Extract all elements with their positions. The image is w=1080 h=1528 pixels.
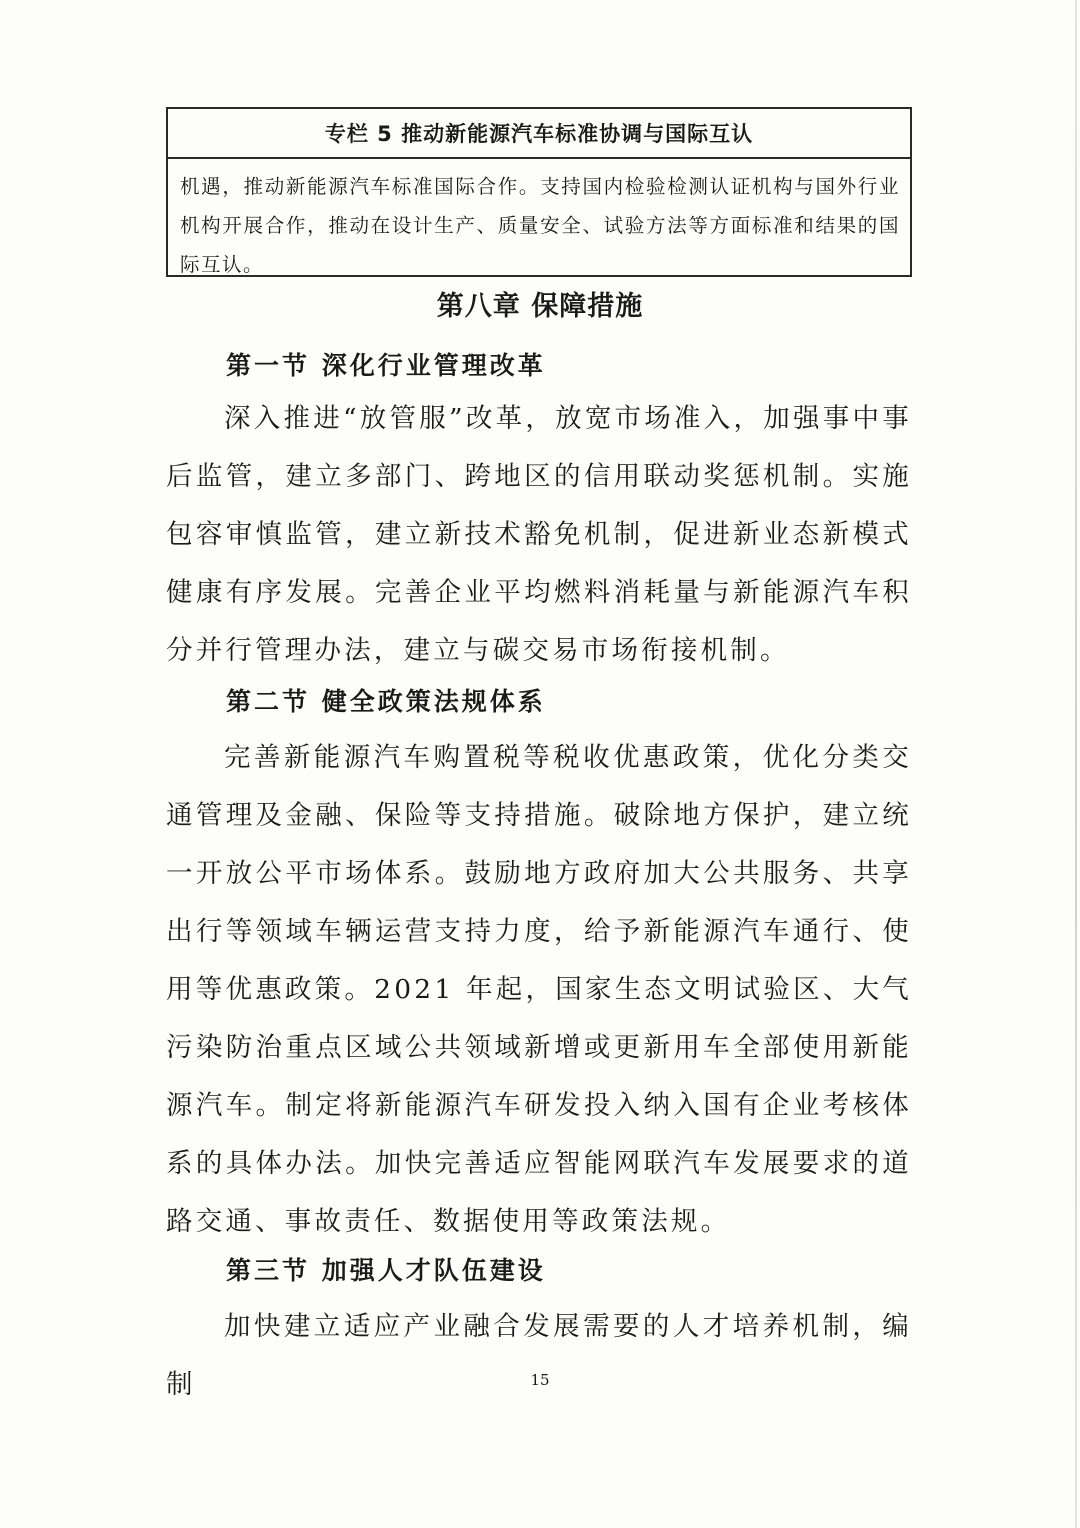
page-number: 15 [530,1371,550,1389]
section-heading-1: 第一节 深化行业管理改革 [226,351,546,380]
page-edge-shadow [1075,0,1077,1528]
sidebar-box-text: 机遇，推动新能源汽车标准国际合作。支持国内检验检测认证机构与国外行业机构开展合作，推动在设计生产、质量安全、试验方法等方面标准和结果的国际互认。 [180,175,900,276]
section-paragraph-3: 加快建立适应产业融合发展需要的人才培养机制，编制 [166,1311,912,1400]
section-paragraph-2: 完善新能源汽车购置税等税收优惠政策，优化分类交通管理及金融、保险等支持措施。破除地方保护，建立统一开放公平市场体系。鼓励地方政府加大公共服务、共享出行等领域车辆运营支持力度，给予新能源汽车通行、使用等优惠政策。2021 年起，国家生态文明试验区、大气污染防治重点区域公共领域新增或更新用车全部使用新能源汽车。制定将新能源汽车研发投入纳入国有企业考核体系的具体办法。加快完善适应智能网联汽车发展要求的道路交通、事故责任、数据使用等政策法规。 [166,742,912,1237]
section-paragraph-1: 深入推进“放管服”改革，放宽市场准入，加强事中事后监管，建立多部门、跨地区的信用联动奖惩机制。实施包容审慎监管，建立新技术豁免机制，促进新业态新模式健康有序发展。完善企业平均燃料消耗量与新能源汽车积分并行管理办法，建立与碳交易市场衔接机制。 [166,403,912,666]
sidebar-box [166,107,912,277]
section-heading-2: 第二节 健全政策法规体系 [226,687,546,716]
chapter-title: 第八章 保障措施 [436,291,644,322]
section-heading-3: 第三节 加强人才队伍建设 [226,1256,546,1285]
sidebar-box-title: 专栏 5 推动新能源汽车标准协调与国际互认 [168,109,910,159]
